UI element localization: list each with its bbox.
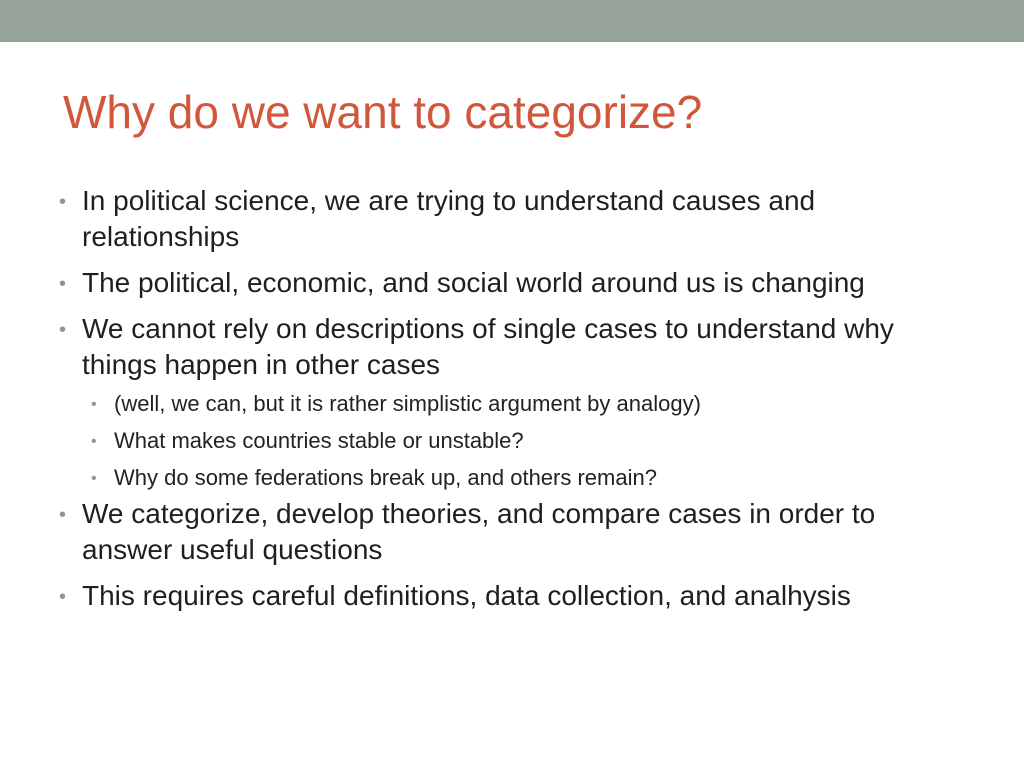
bullet-dot-icon: • bbox=[59, 319, 67, 341]
bullet-dot-icon: • bbox=[59, 191, 67, 213]
sub-bullet-text: What makes countries stable or unstable? bbox=[114, 428, 524, 453]
bullet-dot-icon: • bbox=[59, 586, 67, 608]
top-accent-bar bbox=[0, 0, 1024, 42]
bullet-text: The political, economic, and social world around us is changing bbox=[82, 267, 865, 298]
bullet-item bbox=[56, 265, 956, 301]
bullet-text: We categorize, develop theories, and compare cases in order to answer useful questions bbox=[82, 498, 876, 565]
bullet-text: In political science, we are trying to understand causes and relationships bbox=[82, 185, 816, 252]
sub-bullet-item bbox=[88, 426, 956, 455]
bullet-text: This requires careful definitions, data collection, and analhysis bbox=[82, 580, 851, 611]
bullet-item bbox=[56, 311, 956, 383]
bullet-list bbox=[56, 183, 956, 624]
sub-bullet-item bbox=[88, 463, 956, 492]
sub-bullet-text: Why do some federations break up, and others remain? bbox=[114, 465, 657, 490]
bullet-dot-icon: • bbox=[59, 273, 67, 295]
sub-bullet-item bbox=[88, 389, 956, 418]
slide-title: Why do we want to categorize? bbox=[63, 86, 703, 138]
sub-bullet-text: (well, we can, but it is rather simplistic argument by analogy) bbox=[114, 391, 701, 416]
bullet-text: We cannot rely on descriptions of single cases to understand why things happen in other cases bbox=[82, 313, 894, 380]
bullet-item bbox=[56, 578, 956, 614]
bullet-item bbox=[56, 183, 956, 255]
bullet-item bbox=[56, 496, 956, 568]
sub-bullet-dot-icon: • bbox=[91, 470, 97, 487]
sub-bullet-dot-icon: • bbox=[91, 433, 97, 450]
sub-bullet-dot-icon: • bbox=[91, 396, 97, 413]
bullet-dot-icon: • bbox=[59, 504, 67, 526]
